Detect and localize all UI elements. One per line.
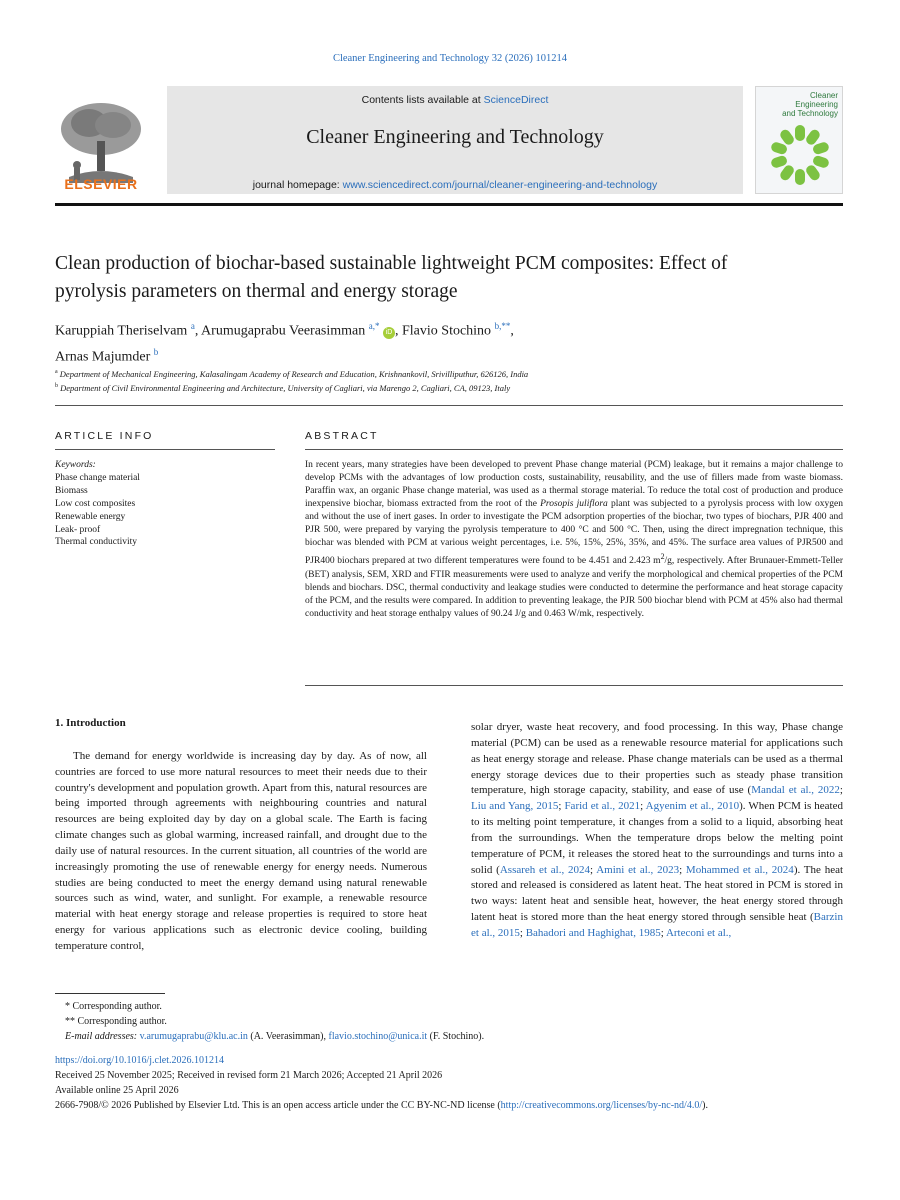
abstract-text <box>305 459 843 621</box>
author-separator: , <box>510 323 514 339</box>
email-owner: (A. Veerasimman), <box>247 1031 329 1042</box>
contents-line <box>167 94 743 106</box>
author-list <box>55 316 775 367</box>
journal-masthead <box>55 86 843 194</box>
journal-banner <box>167 86 743 194</box>
citation-link[interactable]: Liu and Yang, 2015 <box>471 800 559 813</box>
author-name[interactable]: Arnas Majumder <box>55 349 151 365</box>
abstract-bottom-rule <box>305 685 843 686</box>
available-online: Available online 25 April 2026 <box>55 1085 179 1096</box>
intro-paragraph: The demand for energy worldwide is increasing day by day. As of now, all countries are forced to use more natural resources to meet their needs due to their country's development and population growth. Apart from this, natural resources are being imported through agreements with neighbouring countries and natural resources are being exploited day by day on a global scale. The Earth is facing climate changes such as global warming, increased rainfall, and drought due to the daily use of natural resources. In the current situation, all countries of the world are increasingly promoting the use of renewable energy for energy needs. Numerous studies are being conducted to meet the energy demand using natural renewable sources such as wind, water, and sunlight. For example, a renewable resource material with heat energy storage and release properties is required to store heat energy for various applications such as electronic device cooling, building temperature control, <box>55 749 427 952</box>
keyword-item: Thermal conductivity <box>55 537 138 548</box>
journal-reference-link[interactable]: Cleaner Engineering and Technology 32 (2026) 101214 <box>332 53 568 64</box>
citation-link[interactable]: Arteconi et al., <box>665 926 732 939</box>
citation-link[interactable]: Bahadori and Haghighat, 1985 <box>525 926 661 939</box>
keyword-item: Leak- proof <box>55 524 101 535</box>
body-text: ). The heat stored and released is considered as latent heat. The heat stored in PCM is stored in two ways: latent heat and sensible heat, however, the heat energy stored through latent heat is stored more than the heat energy stored through sensible heat ( <box>471 863 844 924</box>
affiliation-divider <box>55 405 843 406</box>
author-affil-sup[interactable]: a,* <box>368 321 380 331</box>
article-info-rule <box>55 449 275 450</box>
body-text: ; <box>679 863 686 876</box>
body-text: ; <box>590 863 597 876</box>
orcid-icon[interactable]: iD <box>383 327 395 339</box>
author-name[interactable]: Karuppiah Theriselvam <box>55 323 188 339</box>
footnote-emails <box>55 1029 845 1044</box>
header-divider <box>55 203 843 206</box>
elsevier-wordmark: ELSEVIER <box>64 176 138 192</box>
cover-title <box>768 91 838 118</box>
license-text: ). <box>702 1100 708 1111</box>
abstract-part: plant was subjected to a pyrolysis process with low oxygen and without the use of inert gases. In order to investigate the PCM adsorption properties of the biochar, two types of biochars, PJR 400 and PJR 500, were prepared by varying the pyrolysis temperature to 400 °C and 500 °C. Then, using the direct impregnation technique, this biochar was blended with PCM at various weight percentages, i.e. 5%, 15%, 25%, 35%, and 45%. The surface area values of PJR500 and PJR400 biochars prepared at two different temperatures were found to be 4.451 and 2.423 m <box>305 499 844 567</box>
email-link[interactable]: v.arumugaprabu@klu.ac.in <box>139 1031 248 1042</box>
publication-info <box>55 1053 855 1113</box>
email-label: E-mail addresses: <box>65 1031 138 1042</box>
journal-homepage-link[interactable]: www.sciencedirect.com/journal/cleaner-engineering-and-technology <box>342 179 658 191</box>
abstract-part: /g, respectively. After Brunauer-Emmett-Teller (BET) analysis, SEM, XRD and FTIR measurements were used to analyze and verify the morphological and chemical properties of the PCM blends and biochars. DSC, thermal conductivity and leakage studies were conducted to determine the performance and heat storage capacity of the PCM, and the results were compared. In addition to preventing leakage, the PJR 500 biochar blend with PCM at 45% also had thermal conductivity and heat storage enthalpy values of 90.24 J/g and 0.463 W/mk, respectively. <box>305 556 843 619</box>
keywords-block <box>55 459 275 549</box>
author-name[interactable]: Flavio Stochino <box>402 323 492 339</box>
article-info-heading: ARTICLE INFO <box>55 430 154 442</box>
affiliation-item <box>55 380 845 394</box>
affiliation-text: Department of Mechanical Engineering, Kalasalingam Academy of Research and Education, Krishnankovil, Srivilliputhur, 626126, India <box>59 368 529 379</box>
footnote-corresponding: * Corresponding author. <box>65 1001 162 1012</box>
journal-title: Cleaner Engineering and Technology <box>306 126 604 148</box>
cover-petal-shape <box>795 125 805 141</box>
body-text: ). When PCM is heated to its melting point temperature, it changes from a solid to a liquid, absorbing heat from the surroundings. When the temperature drops below the melting point temperature of PCM, it releases the stored heat to the surroundings and turns into a solid ( <box>471 800 843 876</box>
affiliation-item <box>55 366 845 380</box>
footnote-rule <box>55 993 165 994</box>
license-link[interactable]: http://creativecommons.org/licenses/by-nc-nd/4.0/ <box>500 1100 703 1111</box>
author-affil-sup[interactable]: a <box>190 321 195 331</box>
body-text: ; <box>558 800 565 813</box>
keywords-label: Keywords: <box>55 460 96 470</box>
author-name[interactable]: Arumugaprabu Veerasimman <box>201 323 366 339</box>
doi-link[interactable]: https://doi.org/10.1016/j.clet.2026.101214 <box>55 1055 224 1066</box>
body-text: solar dryer, waste heat recovery, and food processing. In this way, Phase change material (PCM) can be used as a renewable resource material for applications such as heat energy storage and release. Phase change materials can be used as a thermal energy storage devices due to their properties such as steady phase transition temperature, high storage capacity, stability, and ease of use ( <box>471 721 843 797</box>
homepage-line <box>167 179 743 191</box>
sciencedirect-link[interactable]: ScienceDirect <box>483 94 549 106</box>
keyword-item: Biomass <box>55 485 88 496</box>
author-separator: , <box>395 323 402 339</box>
body-text: ; <box>519 926 526 939</box>
cover-title-line: Engineering <box>795 100 838 109</box>
footnotes <box>55 999 845 1044</box>
contents-prefix: Contents lists available at <box>361 94 484 106</box>
email-owner: (F. Stochino). <box>427 1031 485 1042</box>
citation-link[interactable]: Farid et al., 2021 <box>564 800 641 813</box>
body-text: ; <box>640 800 646 813</box>
abstract-part: In recent years, many strategies have been developed to prevent Phase change material (PCM) leakage, but it remains a major challenge to develop PCMs with the advantages of low production costs, sustainability, reusability, and the use of fillers made from waste biomass. Paraffin wax, an organic Phase change material, was used as a thermal storage material. To reduce the total cost of production and produce inexpensive biochar, biomass extracted from the root of the <box>305 460 843 510</box>
citation-link[interactable]: Barzin et al., 2015 <box>471 911 843 939</box>
keyword-item: Renewable energy <box>55 511 126 522</box>
abstract-species-name: Prosopis juliflora <box>540 499 608 510</box>
article-title: Clean production of biochar-based sustainable lightweight PCM composites: Effect of pyrolysis parameters on thermal and energy storage <box>55 253 728 302</box>
citation-link[interactable]: Amini et al., 2023 <box>596 863 680 876</box>
intro-right-column <box>471 720 843 942</box>
keyword-item: Phase change material <box>55 472 140 483</box>
abstract-heading: ABSTRACT <box>305 430 379 442</box>
intro-heading: 1. Introduction <box>55 717 126 729</box>
cover-ring-graphic <box>766 121 834 189</box>
intro-left-column <box>55 716 427 955</box>
email-link[interactable]: flavio.stochino@unica.it <box>328 1031 428 1042</box>
abstract-rule <box>305 449 843 450</box>
affiliation-sup: b <box>55 382 58 389</box>
received-dates: Received 25 November 2025; Received in revised form 21 March 2026; Accepted 21 April 2026 <box>55 1070 443 1081</box>
cover-petal-shape <box>795 169 805 185</box>
cover-title-line: and Technology <box>782 109 838 118</box>
abstract-superscript: 2 <box>660 552 665 562</box>
author-affil-sup[interactable]: b,** <box>494 321 511 331</box>
license-line <box>55 1098 855 1113</box>
author-affil-sup[interactable]: b <box>153 346 159 357</box>
homepage-prefix: journal homepage: <box>252 179 343 191</box>
citation-link[interactable]: Mandal et al., 2022 <box>751 784 840 797</box>
citation-link[interactable]: Agyenim et al., 2010 <box>645 800 740 813</box>
keyword-item: Low cost composites <box>55 498 136 509</box>
affiliations <box>55 366 845 394</box>
footnote-corresponding: ** Corresponding author. <box>65 1016 167 1027</box>
citation-link[interactable]: Mohammed et al., 2024 <box>685 863 794 876</box>
citation-link[interactable]: Assareh et al., 2024 <box>499 863 590 876</box>
cover-title-line: Cleaner <box>809 91 838 100</box>
journal-cover-thumbnail[interactable] <box>755 86 843 194</box>
affiliation-text: Department of Civil Environmental Engineering and Architecture, University of Cagliari, via Marengo 2, Cagliari, CA, 09123, Italy <box>60 382 511 393</box>
body-text: ; <box>839 784 843 797</box>
license-text: 2666-7908/© 2026 Published by Elsevier Ltd. This is an open access article under the CC BY-NC-ND license ( <box>55 1100 501 1111</box>
affiliation-sup: a <box>55 369 58 375</box>
body-text: ; <box>660 926 666 939</box>
author-separator: , <box>194 323 202 339</box>
